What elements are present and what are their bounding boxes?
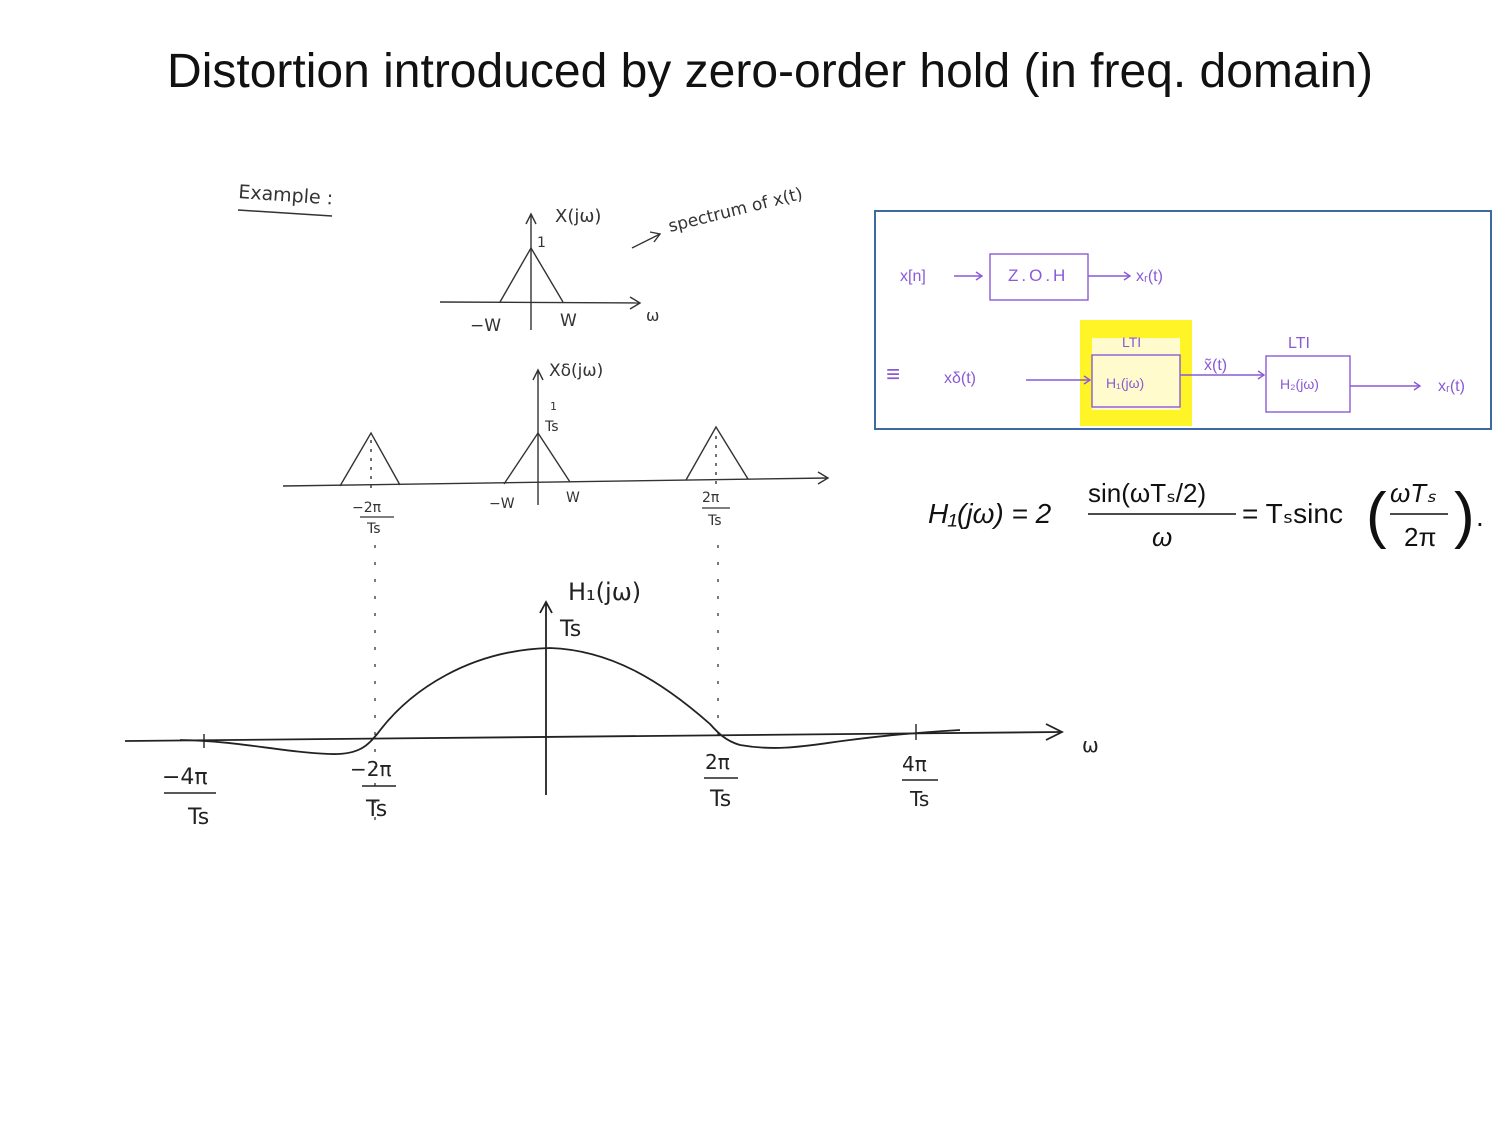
plot1-pos-w-label: W — [560, 311, 577, 331]
plot2-peak-num: 1 — [550, 400, 557, 413]
formula-frac2-num: ωTₛ — [1390, 478, 1436, 508]
block-input1: x[n] — [900, 268, 926, 285]
formula-right-paren: ) — [1454, 481, 1475, 550]
plot1-axis-label: ω — [646, 306, 660, 325]
plot2-peak-den: Ts — [545, 419, 559, 435]
block-output2: xᵣ(t) — [1438, 378, 1465, 395]
plot1-x-axis — [440, 302, 640, 303]
plot2-left-den: Ts — [367, 521, 381, 537]
block-equiv: ≡ — [886, 361, 901, 388]
formula-lhs: H₁(jω) = 2 — [928, 498, 1052, 529]
plot3-tick-pos2-den: Ts — [710, 787, 732, 812]
plot3-tick-pos4-den: Ts — [910, 787, 930, 811]
block-output1: xᵣ(t) — [1136, 268, 1163, 285]
formula-frac2-den: 2π — [1404, 522, 1437, 552]
plot1-peak-label: 1 — [537, 235, 546, 251]
plot3-peak-label: Ts — [560, 617, 582, 642]
example-label: Example : — [237, 181, 334, 210]
plot3-tick-neg4-den: Ts — [188, 805, 210, 830]
formula-frac1-num: sin(ωTₛ/2) — [1088, 478, 1207, 508]
formula-frac1-den: ω — [1152, 522, 1173, 552]
plot3-tick-neg2-num: −2π — [350, 757, 392, 781]
block-lti2-label: LTI — [1288, 335, 1310, 352]
plot-xdelta-spectrum — [283, 370, 828, 505]
plot3-axis-label: ω — [1082, 733, 1099, 757]
plot-x-spectrum — [440, 214, 660, 330]
plot2-x-axis — [283, 478, 828, 486]
plot1-ylabel: X(jω) — [555, 206, 602, 227]
h1-formula — [920, 468, 1500, 568]
spectrum-note: spectrum of x(t) — [666, 184, 805, 237]
plot2-right-den: Ts — [708, 513, 722, 529]
block-lti1-label: LTI — [1122, 334, 1142, 350]
plot3-tick-neg2-den: Ts — [366, 797, 388, 822]
plot2-center-triangle — [504, 433, 570, 484]
h1-sinc-curve — [180, 648, 960, 754]
plot3-tick-pos4-num: 4π — [902, 752, 927, 776]
plot2-right-num: 2π — [702, 490, 720, 506]
block-h2-label: H₂(jω) — [1280, 376, 1319, 392]
plot1-neg-w-label: −W — [470, 316, 502, 336]
example-underline — [238, 210, 332, 216]
block-input2: xδ(t) — [944, 370, 977, 387]
spectrum-note-arrow — [632, 234, 660, 248]
formula-end: . — [1476, 501, 1484, 532]
slide-title: Distortion introduced by zero-order hold (in freq. domain) — [167, 45, 1373, 98]
block-h1-label: H₁(jω) — [1106, 375, 1145, 391]
plot3-tick-neg4-num: −4π — [162, 765, 208, 790]
block-zoh-label: Z.O.H — [1008, 266, 1069, 285]
plot2-pos-w-label: W — [566, 490, 580, 506]
formula-left-paren: ( — [1366, 481, 1387, 550]
plot2-neg-w-label: −W — [489, 496, 515, 512]
formula-mid: = Tₛsinc — [1242, 498, 1343, 529]
plot2-left-triangle — [340, 433, 400, 486]
block-mid-signal: x̃(t) — [1204, 357, 1228, 374]
plot2-left-num: −2π — [352, 500, 382, 516]
block-diagram — [874, 210, 1494, 432]
plot2-ylabel: Xδ(jω) — [549, 361, 604, 381]
plot2-right-triangle — [686, 427, 748, 480]
plot3-tick-pos2-num: 2π — [705, 750, 730, 774]
plot3-ylabel: H₁(jω) — [568, 578, 642, 606]
